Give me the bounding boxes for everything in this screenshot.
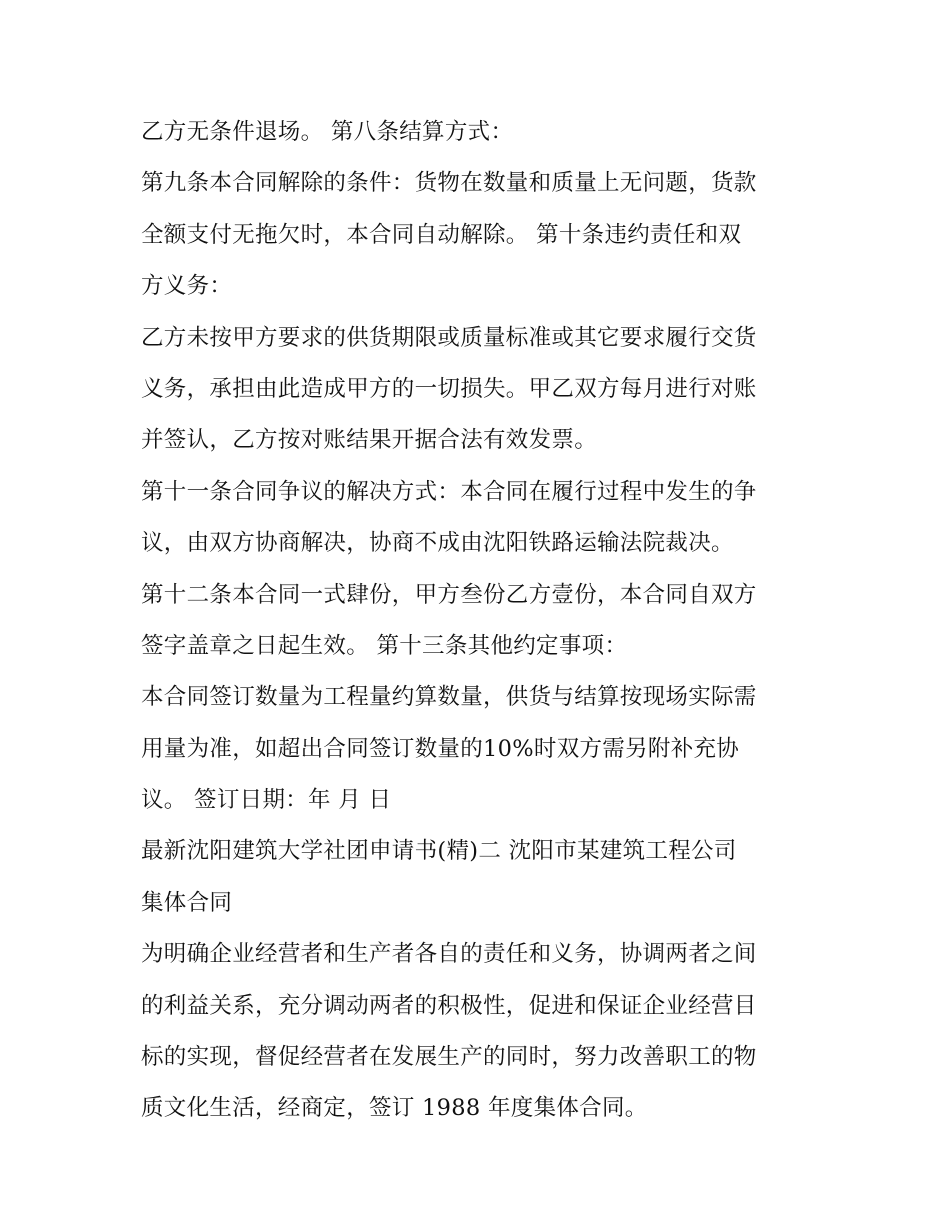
text-line: 签字盖章之日起生效。 第十三条其他约定事项： xyxy=(141,632,628,659)
text-line: 并签认，乙方按对账结果开据合法有效发票。 xyxy=(141,427,598,454)
text-line: 最新沈阳建筑大学社团申请书(精)二 沈阳市某建筑工程公司 xyxy=(141,838,737,865)
text-line: 标的实现，督促经营者在发展生产的同时，努力改善职工的物 xyxy=(141,1044,757,1071)
text-line: 集体合同 xyxy=(141,889,233,916)
text-line: 为明确企业经营者和生产者各自的责任和义务，协调两者之间 xyxy=(141,941,757,968)
text-line: 义务，承担由此造成甲方的一切损失。甲乙双方每月进行对账 xyxy=(141,375,757,402)
text-line: 议。 签订日期：年 月 日 xyxy=(141,787,392,814)
text-line: 乙方无条件退场。 第八条结算方式： xyxy=(141,119,514,145)
text-line: 第十一条合同争议的解决方式：本合同在履行过程中发生的争 xyxy=(141,478,757,505)
text-line: 乙方未按甲方要求的供货期限或质量标准或其它要求履行交货 xyxy=(141,324,757,351)
text-line: 用量为准，如超出合同签订数量的10%时双方需另附补充协 xyxy=(141,735,740,762)
text-line: 的利益关系，充分调动两者的积极性，促进和保证企业经营目 xyxy=(141,992,757,1019)
text-line: 全额支付无拖欠时，本合同自动解除。 第十条违约责任和双 xyxy=(141,221,742,248)
text-line: 质文化生活，经商定，签订 1988 年度集体合同。 xyxy=(141,1095,648,1122)
text-line: 方义务： xyxy=(141,273,233,300)
text-line: 本合同签订数量为工程量约算数量，供货与结算按现场实际需 xyxy=(141,684,757,711)
text-line: 第十二条本合同一式肆份，甲方叁份乙方壹份，本合同自双方 xyxy=(141,581,757,608)
text-line: 第九条本合同解除的条件：货物在数量和质量上无问题，货款 xyxy=(141,170,757,197)
text-line: 议，由双方协商解决，协商不成由沈阳铁路运输法院裁决。 xyxy=(141,530,734,557)
document-body xyxy=(141,107,821,1135)
